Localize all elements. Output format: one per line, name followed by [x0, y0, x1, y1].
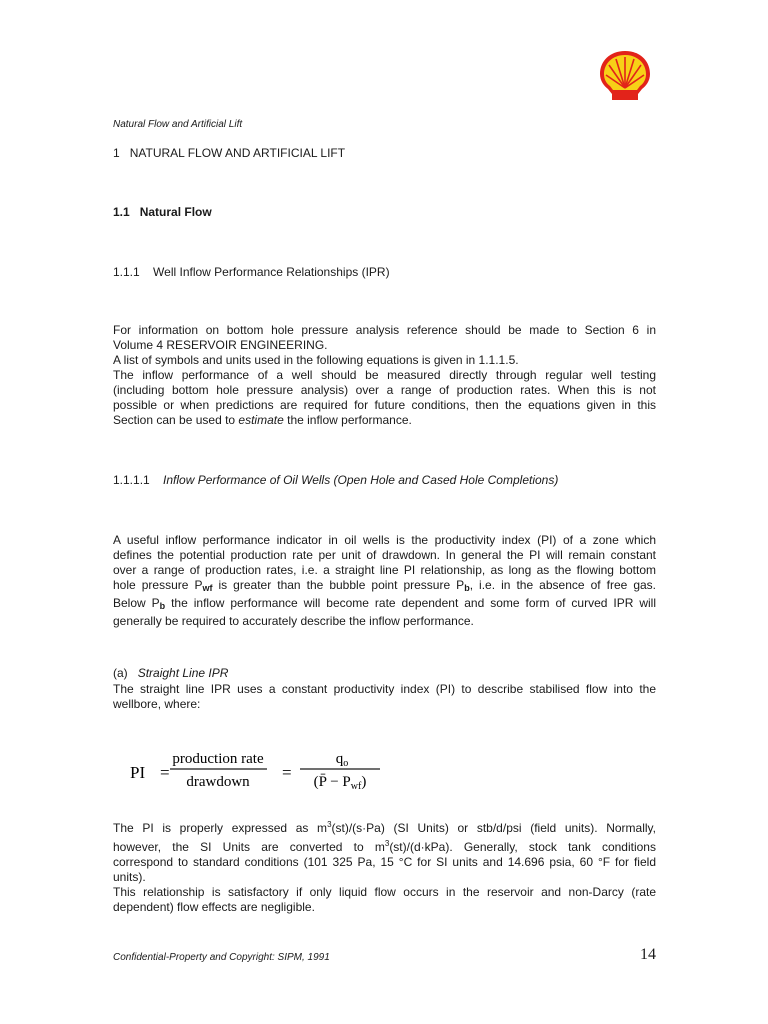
- text-line: Section can be used to estimate the inflow performance.: [113, 413, 412, 427]
- section-number: 1.1: [113, 205, 130, 219]
- section-heading-1-1-1-1: [113, 473, 558, 487]
- section-title: Inflow Performance of Oil Wells (Open Hole and Cased Hole Completions): [163, 473, 559, 487]
- section-title: Natural Flow: [139, 205, 212, 219]
- paragraph-straight-line-ipr: [113, 682, 656, 712]
- text-line: Volume 4 RESERVOIR ENGINEERING.: [113, 338, 328, 352]
- formula-denominator-2: (P̄ − $P_{wf}$): [313, 774, 367, 792]
- text-line: hole pressure $P_{wf}$ is greater than the bubble point pressure $P_b$, i.e. in the absence of free gas.: [113, 578, 657, 593]
- formula-equals: =: [160, 763, 170, 782]
- text-line: A list of symbols and units used in the following equations is given in 1.1.1.5.: [113, 353, 519, 367]
- section-number: 1.1.1.1: [113, 473, 150, 487]
- text-line: over a range of production rates, i.e. a straight line PI relationship, as long as the flowing bottom: [113, 563, 656, 577]
- pi-formula: [130, 748, 390, 798]
- text-line: For information on bottom hole pressure analysis reference should be made to Section 6 in: [113, 323, 656, 337]
- section-heading-1: [113, 146, 345, 160]
- subsection-title: Straight Line IPR: [137, 666, 229, 680]
- formula-equals-2: =: [282, 763, 292, 782]
- text-line: defines the potential production rate per unit of drawdown. In general the PI will remain constant: [113, 548, 656, 562]
- text-line: This relationship is satisfactory if only liquid flow occurs in the reservoir and non-Darcy (rate: [113, 885, 656, 899]
- section-title: Well Inflow Performance Relationships (IPR): [153, 265, 390, 279]
- text-line: A useful inflow performance indicator in oil wells is the productivity index (PI) of a zone which: [113, 533, 656, 547]
- subsection-label: (a): [113, 666, 128, 680]
- text-line: units).: [113, 870, 146, 884]
- subsection-heading-a: [113, 666, 228, 680]
- formula-numerator-2: $q_o$: [335, 751, 349, 769]
- text-line: possible or when predictions are required for future conditions, then the equations given in this: [113, 398, 656, 412]
- text-line: correspond to standard conditions (101 325 Pa, 15 °C for SI units and 14.696 psia, 60 °F for field: [113, 855, 656, 869]
- page-number: 14: [640, 946, 656, 963]
- paragraph-pi-units: [113, 817, 656, 915]
- emphasis-text: estimate: [238, 413, 284, 427]
- running-header: Natural Flow and Artificial Lift: [113, 119, 243, 130]
- section-heading-1-1-1: [113, 265, 390, 279]
- section-title: NATURAL FLOW AND ARTIFICIAL LIFT: [129, 146, 346, 160]
- text-line: dependent) flow effects are negligible.: [113, 900, 315, 914]
- section-heading-1-1: [113, 205, 212, 219]
- text-line: Below $P_b$ the inflow performance will become rate dependent and some form of curved IPR will: [113, 596, 656, 611]
- text-line: however, the SI Units are converted to $m^3(st)/(d\cdot kPa)$. Generally, stock tank conditions: [113, 839, 656, 854]
- formula-denominator: drawdown: [186, 774, 250, 790]
- section-number: 1.1.1: [113, 265, 140, 279]
- paragraph-productivity-index: [113, 533, 656, 629]
- text-line: (including bottom hole pressure analysis) over a range of production rates. When this is not: [113, 383, 656, 397]
- text-line: The PI is properly expressed as $m^3(st)/(s\cdot Pa)$ (SI Units) or stb/d/psi (field units). Normally,: [113, 820, 656, 835]
- section-number: 1: [113, 146, 120, 160]
- text-line: The straight line IPR uses a constant productivity index (PI) to describe stabilised flow into the: [113, 682, 656, 696]
- shell-logo-icon: [596, 48, 654, 104]
- text-line: generally be required to accurately describe the inflow performance.: [113, 614, 474, 628]
- formula-numerator: production rate: [172, 751, 264, 767]
- text-line: The inflow performance of a well should be measured directly through regular well testing: [113, 368, 656, 382]
- paragraph-intro: [113, 323, 656, 428]
- footer-copyright: Confidential-Property and Copyright: SIPM, 1991: [113, 952, 330, 963]
- text-line: wellbore, where:: [113, 697, 201, 711]
- formula-lhs: PI: [130, 763, 146, 782]
